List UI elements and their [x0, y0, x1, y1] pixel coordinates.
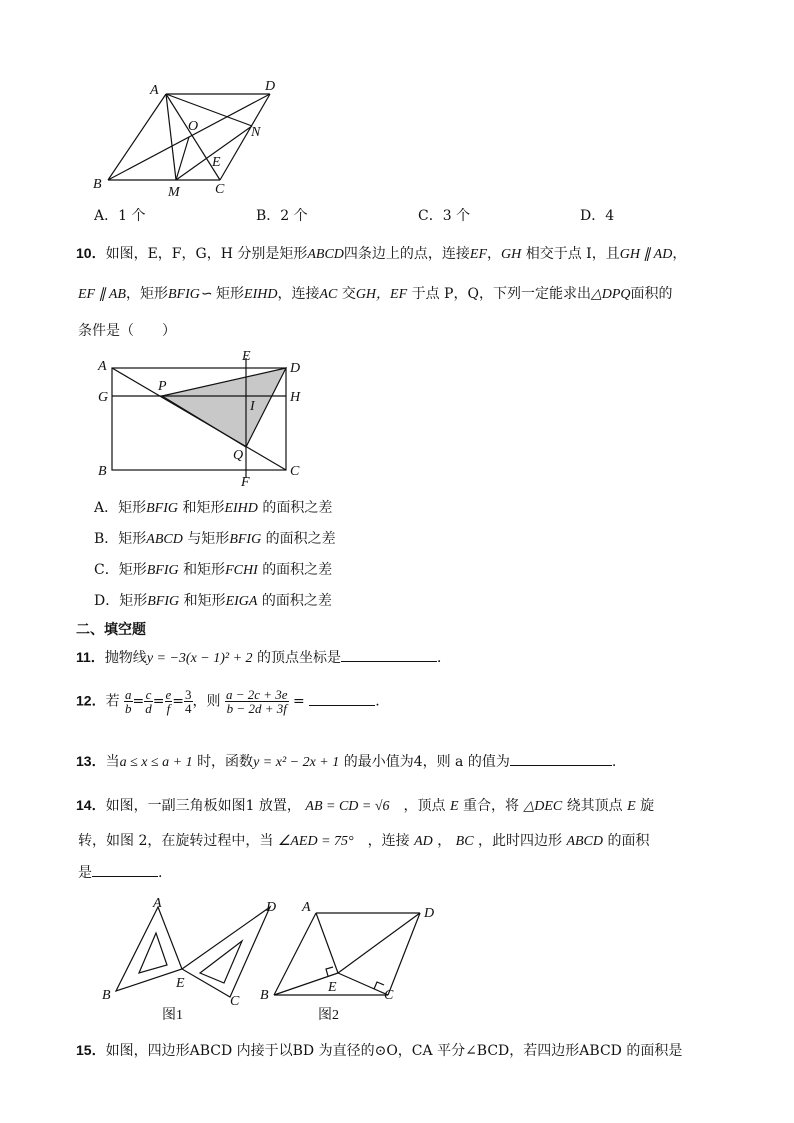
q10-label-C: C: [290, 464, 300, 479]
q13: [76, 751, 616, 773]
q14-line2: [78, 831, 649, 852]
q14-fig1-label-B: B: [102, 988, 111, 1003]
q14-text: 重合，将: [463, 798, 519, 814]
option-text: 与矩形: [187, 531, 230, 547]
q14-text: 如图，一副三角板如图1 放置，: [105, 798, 301, 814]
q10-number: 10．: [76, 245, 106, 261]
q10-math: EIHD: [244, 287, 278, 302]
q14-fig1-label-A: A: [153, 896, 162, 911]
q10-option-b: [94, 529, 336, 550]
q10-line3: 条件是（ ）: [78, 323, 176, 339]
answer-blank[interactable]: [341, 647, 437, 662]
q11-number: 11．: [76, 649, 105, 665]
q13-text: 时，函数: [197, 754, 254, 770]
q10-option-d: [94, 591, 332, 612]
option-text: 和矩形: [183, 593, 226, 609]
q14-math: AD: [414, 834, 433, 849]
q14-text: 转，如图 2，在旋转过程中，当: [78, 833, 274, 849]
option-math: EIGA: [225, 594, 258, 609]
fraction: [225, 688, 289, 715]
q10-text: 交: [341, 286, 356, 302]
q14-text: 绕其顶点: [566, 798, 623, 814]
q10-text: 面积的: [630, 286, 673, 302]
section-heading: 二、填空题: [76, 621, 146, 637]
q10-math: ABCD: [307, 247, 344, 262]
q10-math: AC: [319, 287, 338, 302]
q12: 12．若 $\frac{a}{b}$ = $\frac{c}{d}$ = $\frac{e}{f}$ = $\frac{3}{4}$ ，则 $\frac{a - 2c + 3e}{b - 2d + 3f}$ = .: [76, 687, 380, 716]
q9-label-B: B: [93, 177, 102, 192]
q10-text: 于点 P，Q，下列一定能求出: [411, 286, 591, 302]
q14-fig2-label-D: D: [424, 906, 435, 921]
answer-blank[interactable]: [309, 691, 375, 706]
q9-option-b: B．2 个: [256, 208, 308, 224]
fraction: [144, 688, 153, 715]
fraction: [165, 688, 173, 715]
option-math: FCHI: [225, 563, 258, 578]
q9-label-N: N: [251, 125, 261, 140]
option-prefix: A．矩形: [94, 500, 147, 516]
option-text: 和矩形: [182, 500, 225, 516]
q10-label-H: H: [290, 390, 301, 405]
q14-math: AB = CD = √6: [305, 799, 390, 814]
numerator: a: [125, 687, 132, 702]
q10-line2: [78, 284, 673, 305]
q13-number: 13．: [76, 753, 106, 769]
option-math: BFIG: [146, 563, 179, 578]
q14-math: ABCD: [566, 834, 604, 849]
q10-option-c: [94, 560, 332, 581]
q14-fig2-caption: 图2: [318, 1008, 339, 1023]
q10-text: ，: [672, 246, 687, 262]
numerator: c: [145, 687, 152, 702]
q14-text: ，此时四边形: [478, 833, 562, 849]
q10-line1: [76, 243, 686, 265]
option-math: BFIG: [146, 501, 179, 516]
q10-label-B: B: [98, 464, 107, 479]
q11: [76, 647, 451, 669]
q11-math: y = −3(x − 1)² + 2: [146, 651, 253, 666]
q10-text: ，: [487, 246, 502, 262]
q14-text: ，: [437, 833, 452, 849]
q13-text: .: [611, 754, 617, 770]
q14-math: E: [627, 799, 636, 814]
q10-label-G: G: [98, 390, 109, 405]
q14-fig2-label-E: E: [328, 980, 337, 995]
q11-text: 的顶点坐标是: [257, 650, 342, 666]
q9-option-d: D．4: [580, 208, 615, 224]
q11-text: 抛物线: [104, 650, 147, 666]
q9-option-c: C．3 个: [418, 208, 471, 224]
option-math: ABCD: [146, 532, 183, 547]
q9-figure: [88, 76, 288, 200]
q9-label-E: E: [212, 155, 221, 170]
q9-label-O: O: [188, 119, 199, 134]
option-math: BFIG: [229, 532, 262, 547]
q14-line3: [78, 862, 162, 883]
numerator: a − 2c + 3e: [225, 687, 288, 702]
option-text: 的面积之差: [262, 500, 333, 516]
q12-text: ，则: [192, 693, 221, 710]
option-text: 的面积之差: [261, 593, 332, 609]
q14-text: 是: [78, 865, 92, 881]
q10-text: ，矩形: [125, 286, 168, 302]
option-prefix: C．矩形: [94, 562, 147, 578]
q14-math: ∠AED = 75°: [277, 834, 354, 849]
q15-number: 15．: [76, 1042, 106, 1058]
q13-text: 当: [105, 754, 120, 770]
q14-fig1-label-C: C: [230, 994, 240, 1009]
q9-label-A: A: [150, 83, 159, 98]
q14-math: BC: [455, 834, 474, 849]
q10-option-a: [94, 498, 332, 519]
answer-blank[interactable]: [92, 862, 158, 877]
q10-text: ，连接: [277, 286, 320, 302]
q9-option-a: A．1 个: [94, 208, 146, 224]
q14-math: △DEC: [523, 799, 563, 814]
q14-math: E: [449, 799, 459, 814]
numerator: e: [165, 687, 172, 702]
option-text: 的面积之差: [265, 531, 336, 547]
answer-blank[interactable]: [510, 751, 612, 766]
q10-label-F: F: [241, 475, 250, 488]
q14-figure2: [256, 895, 442, 1027]
denominator: b − 2d + 3f: [226, 701, 287, 716]
option-math: BFIG: [147, 594, 180, 609]
q14-text: 旋: [640, 798, 655, 814]
q14-number: 14．: [76, 797, 106, 813]
q12-text: .: [375, 693, 380, 710]
q10-math: GH ∥ AD: [619, 247, 673, 262]
q10-label-E: E: [242, 349, 251, 364]
q12-text: =: [293, 693, 305, 710]
option-prefix: D．矩形: [94, 593, 148, 609]
q14-text: ，连接: [367, 833, 410, 849]
q10-label-I: I: [250, 399, 255, 414]
fraction: [184, 688, 193, 715]
q10-math: EF: [469, 247, 488, 262]
q10-text: 矩形: [216, 286, 245, 302]
q10-label-D: D: [290, 361, 301, 376]
q10-label-Q: Q: [233, 448, 244, 463]
q12-text: 若: [105, 693, 120, 710]
q13-math: a ≤ x ≤ a + 1: [119, 755, 193, 770]
q14-fig2-label-B: B: [260, 988, 269, 1003]
q10-math: GH: [501, 247, 522, 262]
q10-label-P: P: [158, 379, 167, 394]
q14-fig2-label-C: C: [384, 988, 394, 1003]
q14-fig2-label-A: A: [302, 900, 311, 915]
q10-text: 相交于点 I，且: [525, 246, 620, 262]
q10-label-A: A: [98, 359, 107, 374]
q10-math: EF ∥ AB: [78, 287, 126, 302]
q10-figure: [90, 348, 316, 488]
q11-text: ．: [437, 650, 452, 666]
q9-label-D: D: [265, 79, 276, 94]
option-prefix: B．矩形: [94, 531, 147, 547]
q10-text: 四条边上的点，连接: [343, 246, 470, 262]
denominator: b: [125, 701, 132, 716]
q10-math: GH，EF: [355, 287, 408, 302]
q10-text: 如图，E，F，G，H 分别是矩形: [105, 246, 308, 262]
denominator: f: [166, 701, 171, 716]
fraction: [124, 688, 133, 715]
q10-math: BFIG∽: [167, 287, 212, 302]
q14-text: ，顶点: [403, 798, 446, 814]
q14-line1: [76, 795, 654, 817]
q15: [76, 1040, 682, 1061]
q14-fig1-caption: 图1: [162, 1008, 183, 1023]
q10-math: △DPQ: [590, 287, 631, 302]
option-text: 和矩形: [183, 562, 226, 578]
option-text: 的面积之差: [262, 562, 333, 578]
numerator: 3: [185, 687, 192, 702]
denominator: 4: [185, 701, 192, 716]
q12-number: 12．: [76, 692, 106, 709]
q13-math: y = x² − 2x + 1: [253, 755, 340, 770]
q14-text: .: [158, 865, 163, 881]
q15-text: 如图，四边形ABCD 内接于以BD 为直径的⊙O，CA 平分∠BCD，若四边形ABCD 的面积是: [105, 1043, 683, 1059]
option-math: EIHD: [224, 501, 258, 516]
q9-label-C: C: [215, 182, 225, 197]
q9-label-M: M: [168, 185, 180, 200]
q14-fig1-label-D: D: [266, 900, 277, 915]
q13-text: 的最小值为4，则 a 的值为: [343, 754, 510, 770]
q14-fig1-label-E: E: [176, 976, 185, 991]
denominator: d: [145, 701, 152, 716]
q14-text: 的面积: [607, 833, 650, 849]
